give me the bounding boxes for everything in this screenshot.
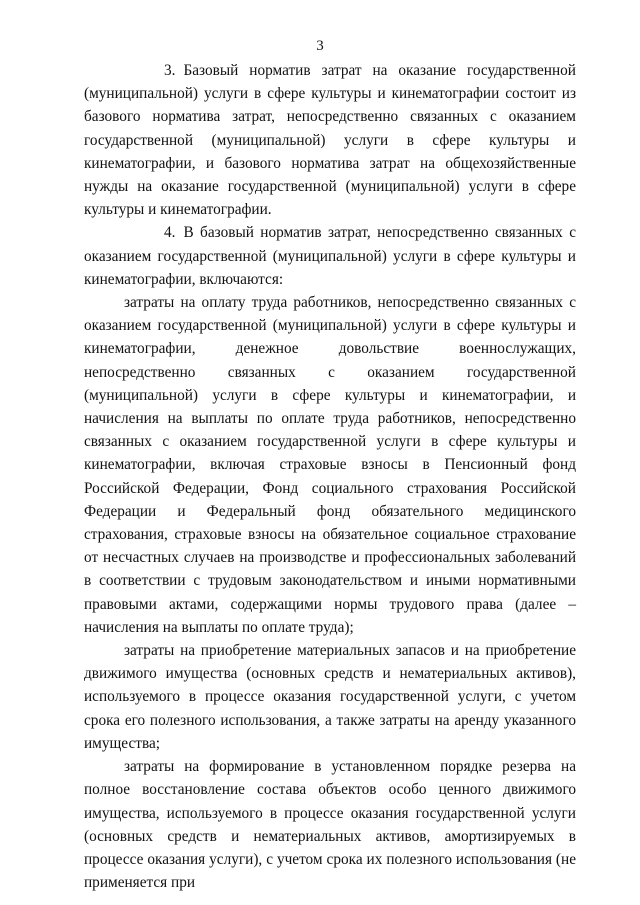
paragraph-text: Базовый норматив затрат на оказание государственной (муниципальной) услуги в сфере культуры и кинематографии состоит из базового норматива затрат, непосредственно связанных с оказанием государственной (муниципальной) услуги в сфере культуры и кинематографии, и базового норматива затрат на общехозяйственные нужды на оказание государственной (муниципальной) услуги в сфере культуры и кинематографии. [84, 62, 576, 219]
paragraph-reserve-costs [84, 755, 576, 894]
document-body [84, 59, 576, 894]
paragraph-labor-costs [84, 291, 576, 639]
paragraph-text: затраты на оплату труда работников, непосредственно связанных с оказанием государственной (муниципальной) услуги в сфере культуры и кинематографии, денежное довольствие военнослужащих, непосредственно связанных с оказанием государственной (муниципальной) услуги в сфере культуры и кинематографии, и начисления на выплаты по оплате труда работников, непосредственно связанных с оказанием государственной услуги в сфере культуры и кинематографии, включая страховые взносы в Пенсионный фонд Российской Федерации, Фонд социального страхования Российской Федерации и Федеральный фонд обязательного медицинского страхования, страховые взносы на обязательное социальное страхование от несчастных случаев на производстве и профессиональных заболеваний в соответствии с трудовым законодательством и иными нормативными правовыми актами, содержащими нормы трудового права (далее – начисления на выплаты по оплате труда); [84, 294, 576, 636]
paragraph-text: затраты на формирование в установленном порядке резерва на полное восстановление состава объектов особо ценного движимого имущества, используемого в процессе оказания государственной услуги (основных средств и нематериальных активов, амортизируемых в процессе оказания услуги), с учетом срока их полезного использования (не применяется при [84, 758, 576, 892]
paragraph-3 [84, 59, 576, 221]
paragraph-4 [84, 221, 576, 291]
page-number: 3 [316, 38, 324, 54]
paragraph-number: 4. [164, 224, 176, 242]
paragraph-text: В базовый норматив затрат, непосредственно связанных с оказанием государственной (муниципальной) услуги в сфере культуры и кинематографии, включаются: [84, 224, 576, 288]
paragraph-number: 3. [164, 62, 176, 79]
paragraph-materials-costs [84, 639, 576, 755]
paragraph-text: затраты на приобретение материальных запасов и на приобретение движимого имущества (основных средств и нематериальных активов), используемого в процессе оказания государственной услуги, с учетом срока его полезного использования, а также затраты на аренду указанного имущества; [84, 642, 576, 752]
